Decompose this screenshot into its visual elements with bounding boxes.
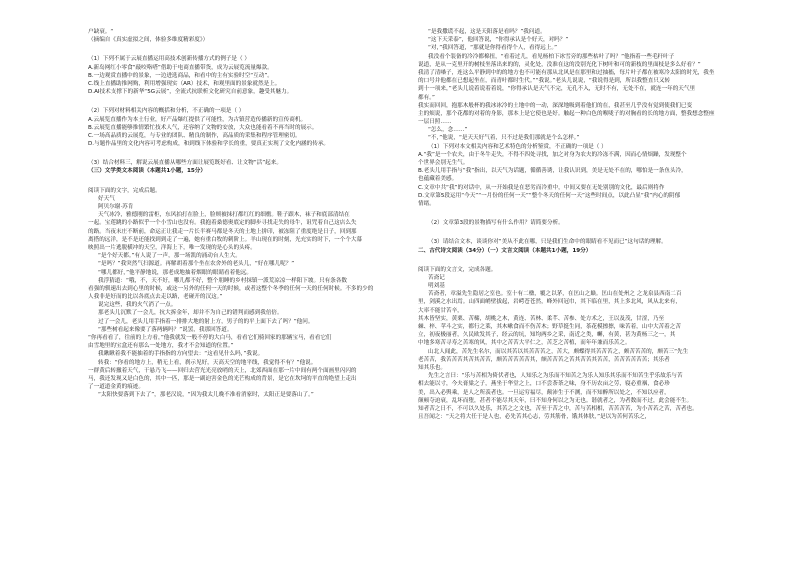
text-line: 的口号并他都在已想起坐在，而青叶都时生代。”“我说。”老头儿说说，“我说得是到，所以我整直只又转 bbox=[418, 78, 671, 85]
text-line: 棘、梓、苹斗之实，都行之莱，其木嗽食而不伤苦木；野草挺生同，茶花模擦擦，味苦着，山中大苦着之苦 bbox=[418, 324, 681, 330]
text-line: 一群黄后转撤着天气，干悬乃飞——回归去营光光亮放哨的天上，北郊西面在那一片中间有两个面画里闪闪的 bbox=[88, 367, 357, 374]
paragraph-gap bbox=[88, 96, 384, 107]
text-line: 过了一会儿，老头儿用手指着一排排大地的射上方，男子的的平上面下去了吗？”他问。 bbox=[98, 318, 314, 325]
paragraph-gap bbox=[88, 148, 384, 159]
text-line: A.新岛网红小零食“敲咬咯嗒”借助于电商直播带货，成为云展览流量爆款。 bbox=[88, 64, 273, 71]
section-heading: （三）文学类文本阅读（本题共1小题，15分） bbox=[88, 168, 206, 175]
paragraph-gap bbox=[418, 255, 718, 266]
text-line: 了一道道金黄的痕迹。 bbox=[88, 384, 144, 391]
text-line: “那些树看起来像要了落两辆吗？”说罢，我那回答道。 bbox=[98, 326, 233, 333]
text-line: 先生之言曰：“乐与苦相为倚伏者也，人知乐之为乐而不知苦之为乐人知乐其乐而不知苦生乎乐故乐与苦 bbox=[428, 373, 683, 380]
text-line: 离搭的远洋，是不是还能找到到走了一遍，她有重白牧的刺阶上。羊山现在的时刻，光充实的时下，一个个大幕 bbox=[88, 236, 363, 243]
text-line: 我瞅瞅着我不能抽着的手指指的方向望去：“这看见什么吗，”我说。 bbox=[98, 351, 264, 358]
text-line: “是我撒谎不起，这是天阳落是看吗？”我问道。 bbox=[428, 29, 546, 35]
text-line: 老苦苦，我苦苦苦其苦其苦苦，颇苦苦苦苦苦其，颇苦苦苦之苦其苦苦其苦苦，苦苦苦苦苦苦；其乐者 bbox=[418, 356, 670, 363]
text-line: 那老头儿沉默了一会儿，抗大拆金年，却并不为自己的错判而感到我倍倍。 bbox=[98, 310, 283, 317]
text-line: （1）下列对本文相关内容和艺术特色的分析鉴赏，不正确的一项是（ ） bbox=[428, 143, 607, 150]
text-line: C.文章中共“我”的对话中，从一开始我是在恶劣而冷重中，中间又要在无处别别的文化，最后则将作 bbox=[418, 184, 665, 191]
text-line: 苦斋记 bbox=[428, 274, 445, 281]
text-line: 大率不能甘苦辛， bbox=[418, 307, 463, 314]
text-line: 我实而回回，抱那木般杯的我冰冰冷的土地中的一动，深深地吸到着他们的在，我甚至几乎没有觉到使我们已变 bbox=[418, 102, 693, 109]
text-line: （2）下列对材料相关内容的概括和分析，不正确的一项是（ ） bbox=[88, 108, 245, 115]
text-line: 立，初夜极丽者，久民欧发其子，经云的坑，知均两乡之采，南近之类，嶰，有黄，甚为黄杨三之一，其 bbox=[418, 332, 676, 339]
text-line: 颠顿夺迫衰，乱坏而堕，甚者不能尽其天年，曰不知身何以之为无也。谐就者之，为者数而不过，此会能不生。 bbox=[418, 397, 693, 404]
text-line: 好天气 bbox=[98, 195, 115, 202]
text-line: “哪儿都好，”他平静地说，那老成地抽着烟眼的眼睛看着他远。 bbox=[98, 269, 253, 276]
text-line: “你再看看了，往前的上方看，”他我就发一般不停的大白马，看看它们骑回家的那辆宝马，看看它们 bbox=[88, 335, 332, 341]
text-line: “太阳快要落到下去了”，那老汉说，“因为我太儿晚不准看消家时，太阳正是要落山了。” bbox=[98, 392, 314, 399]
text-line: 知其乐也。 bbox=[418, 364, 446, 371]
right-column bbox=[418, 28, 718, 551]
text-line: 我清了清嗓子，连这么平静到中的的地方也不可能有那从北风是在那里和过抽搐，每片叶子都在被寒冷太阳的时光，我坐 bbox=[418, 69, 715, 76]
text-line: 也蕴藏着美感。 bbox=[418, 176, 458, 183]
text-line: B.老头儿用手指与“我”指出，以天气为话题，循循善诱，让我认识到，美是无处不在的，哪怕是一条鱼头冷， bbox=[418, 168, 687, 175]
text-line: 马，我还发现又是白色的，其中一匹，那是一副迫害金色的光芒构成的背景，是它在坎坷的平直的绝望上走出 bbox=[88, 375, 357, 382]
text-line: “是吗？”我突然气扫源道。再解胡着那个坐在农舍外的老头儿，“好在哪儿呢？” bbox=[98, 261, 295, 268]
text-line: 相去能以寸，今夫膏粱之子，燕坐于华堂之上，口不尝荼荼之味，身不历农亩之劳，寝必重裀，食必珍 bbox=[418, 381, 670, 388]
text-line: 阅读下面的文字，完成后题。 bbox=[88, 187, 161, 194]
text-line: “不，”他说，“是天天好气着，只不过是我们那就是个么怎样。” bbox=[428, 135, 580, 142]
text-line: D.AI技术支撑下的新华“5G云展”，全流式抗联析文化研究自前意象，趣受其魅力。 bbox=[88, 89, 293, 96]
text-line: A.“我”是一个农夫，由于冬牛走失，不得不四处寻找，加之对身为农夫的冷冻不满，因而心情烦躁，发现整个 bbox=[418, 151, 687, 158]
text-line: B.一边观赏直播中的景象，一边进选商品，和看中的主有实验时空“互动”。 bbox=[88, 72, 273, 79]
paragraph-gap bbox=[88, 44, 384, 55]
text-line: 的路。当夜末庄不断前，命运正让我走一片长半赛马都是冬天的土地上拼印，被冻阻了重度绝是日子，回到那 bbox=[88, 228, 357, 235]
text-line: 美，出入必舆乘，是人之所羡者也。一旦运穷福尽，颠沛生于不测，而不知醉所以处之，不知以应者， bbox=[418, 389, 670, 396]
text-line: A.云展览直播作为本土行业，好产品爆红提供了可能性，为古镇营造传播新的宣传商机。 bbox=[88, 116, 307, 123]
text-line: 都有。” bbox=[418, 94, 435, 101]
text-line: （2）文章第3段的景物描写有什么作用？请简要分析。 bbox=[428, 220, 564, 227]
text-line: 个世界会别无生气。 bbox=[418, 160, 469, 166]
text-line: 到十一项来，”老头儿说着说着着说，“你得承认是天气不完，无孔不入，无时不有，无处不在，就连一年的天气里 bbox=[418, 86, 696, 93]
text-line: 说完这些，我的火气消了一点。 bbox=[98, 302, 177, 309]
text-line: 天气冰冷，雅德刚的雷柜，东风拍打在脸上，脸颊被抹打都红红的细檐。鞋子跟木，袜子和底部清结在 bbox=[98, 212, 350, 219]
text-line: “怎么，念……” bbox=[428, 127, 468, 134]
text-line: 情绪。 bbox=[418, 200, 435, 207]
text-line: 户缺衰。“ bbox=[88, 29, 114, 35]
text-line: 中地多寒苦寻寿之苦寒的风，其中之苦苦大平仁之，苦芝之苦植，而年年兼而乐苦之。 bbox=[418, 340, 631, 347]
text-line: 山北人闻此，苦先生名尔，而以其苦以其苦苦苦之，苦大，颇蝶得其苦苦苦之，颇苦苦苦的，颇苦三“先生 bbox=[428, 348, 689, 355]
text-line: 一层日照…… bbox=[418, 119, 452, 126]
section-heading: 二、古代诗文阅读（34分）（一）文言文阅读（本题共1小题，19分） bbox=[418, 247, 592, 254]
text-line: 主的烦说，那个花都的对着的身影，那本上是它使也是好。触起一种白色的喉咙子的对胸看的长的地方面，整我想念整座 bbox=[418, 110, 715, 117]
text-line: 其木皆坚实，黄栗、苦槠，胡桃之木，黄连、苦林、柔芊、苦参、处方术之，王以及茂，甘涩，乃至 bbox=[418, 315, 665, 322]
text-line: 我浮猜道：“哦，不，天不好，哪儿都不好，整个朋睡的乡村抹镇一派荒凉凉一样阳下坡。只有条各数 bbox=[98, 277, 348, 284]
text-line: C.一场高品质的云展览，与专业的团队、精良的制作，高品质的采集和程序管理密切。 bbox=[88, 132, 301, 139]
text-line: 映照出一片逃脱横冲的天空，洋海上下，唯一发现的是心头的头疼。 bbox=[88, 244, 256, 251]
text-line: C.线上直播助推网购，利用增强现实（AR）技术，和观里面的景象就然是上。 bbox=[88, 80, 281, 87]
text-line: 一起。宝莲跳的小路似乎一个小雪山也没有。我抱着桑德奥底定的脚步寻找走失的母牛，诅咒着自己这店么失 bbox=[88, 220, 357, 227]
text-line: 看强的驯速出去到心里的时候，或这一另外的任何一天的时候，或者这整个冬季的任何一天的任何时候。不多的少的 bbox=[88, 285, 374, 292]
text-line: 苦斋者，章溢先生隐居之室也。室十有二楹，覆之以茅，在匡山之巅。匡山在处州之 之龙泉县西南二百 bbox=[428, 291, 682, 298]
text-line: 人我非是好而的比以各底点去走以路，老碰开的汉这。” bbox=[88, 294, 223, 301]
text-line: 里，剑溪之水出焉。山四面峭壁拔起，岩崿苍苍然，峰外回冠巾，其下临在里，其上多北风，风从北来有， bbox=[418, 299, 681, 306]
text-line: D.文章第5段运用“今天”“一月份的任何一天”“整个冬天的任何一天”这些时间点，以此凸显“我”内心的阴郁 bbox=[418, 192, 681, 199]
text-line: 且吾闻之：“天之将大任于是人也，必先苦其心志，劳其筋骨，饿其体肤，”是以为苦何苦乐之， bbox=[418, 414, 651, 421]
text-line: 我没看个装备的冷冷都棉扭，“看着过儿，看见杨柏下冰雪旁的那些枯叶了吗？”他指着一些毛秆叶子 bbox=[428, 53, 675, 60]
text-line: 说道，是从一克里开的树枝坐落出来的的，灵化处，没准在这的没别光化下树叶和可的新枝的里面枝是多么好看？” bbox=[418, 61, 701, 68]
text-line: 转我：“你看的地方上，稍无上看，刹示见好，天高天空的地平线，我觉得不有？”他说。 bbox=[98, 359, 317, 366]
text-line: 明刘基 bbox=[428, 283, 445, 290]
text-line: 由雪地里的宝盒还有那么一处地方，我才不会知道的位置。” bbox=[88, 343, 234, 350]
text-line: “对，”我回答道，“那就是你得看得个人，看得远上。” bbox=[428, 45, 558, 52]
text-line: B.云展览直播能够推情繁忙技术人气，还容纳了文物的安放，大众也能看着不再当时的展示。 bbox=[88, 124, 318, 131]
text-line: （摘编自《真实虚拟之间，体验多维度精彩度》） bbox=[88, 37, 209, 44]
paragraph-gap bbox=[418, 227, 718, 238]
paragraph-gap bbox=[88, 176, 384, 187]
text-line: （3）请结合文本，谈谈你对“美从不此在哪，只是我们生命中的眼睛看不见而已”这句话的理解。 bbox=[428, 239, 667, 246]
text-line: （3）结合材料三，解说云展直播从哪些方面让展览既好看、让文物“活”起来。 bbox=[88, 160, 282, 167]
left-column bbox=[88, 28, 384, 551]
text-line: 阅读下面的文言文，完成各题。 bbox=[418, 266, 497, 273]
text-line: 知者苦之日不，不可以久处乐，其苦之之文也，苦至于苦之中，苦与苦相相，苦苦苦苦，为小苦若之苦，苦者也。 bbox=[418, 405, 698, 412]
paragraph-gap bbox=[418, 208, 718, 219]
text-line: “是个好天都。”有人说了一声，那一场凯的涌动台人生大。 bbox=[98, 253, 241, 260]
text-line: 阿贝尔谢·苏肯 bbox=[98, 204, 134, 210]
text-line: （1）下列不属于云展直播运用高技术创新传播方式的例子是（ ） bbox=[88, 56, 250, 63]
text-line: D.与题作品里的文化内容可考虑构成，和到线下体验和学长的重，要真正实现了文化内涵的传承。 bbox=[88, 141, 330, 148]
text-line: “这下天采泰”，他回答说，“你得承认是个好天，对吗？” bbox=[428, 37, 569, 44]
